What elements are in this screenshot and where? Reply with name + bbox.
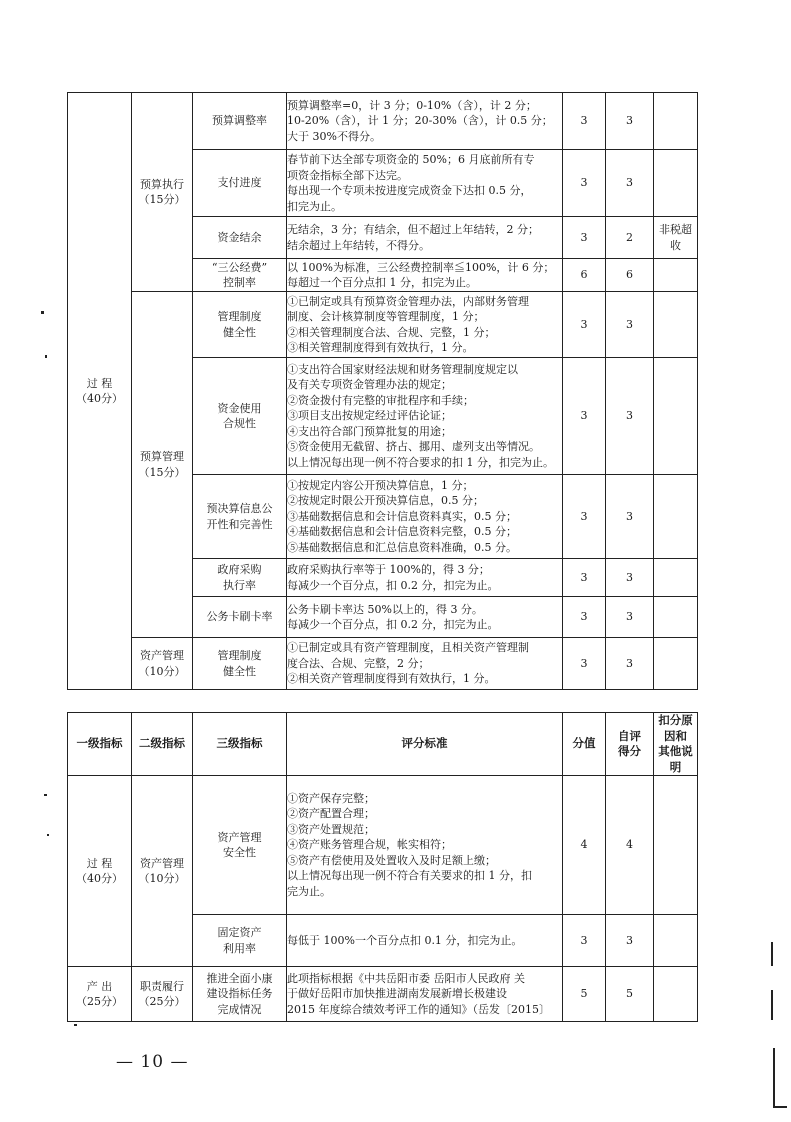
criteria-line: ②相关资产管理制度得到有效执行，1 分。 [287, 672, 496, 686]
level1-output-cell [68, 967, 132, 1022]
level3-line: 利用率 [223, 941, 256, 955]
score-cell: 3 [563, 217, 606, 259]
criteria-line: 每出现一个专项未按进度完成资金下达扣 0.5 分， [287, 184, 532, 197]
criteria-cell [287, 638, 563, 690]
level3-line: 安全性 [223, 846, 256, 859]
page-number: — 10 — [116, 1052, 189, 1072]
criteria-cell [287, 150, 563, 217]
self-score-cell: 2 [606, 217, 654, 259]
scan-mark [45, 355, 47, 358]
criteria-line: 每超过一个百分点扣 1 分，扣完为止。 [287, 276, 477, 289]
note-cell [654, 915, 698, 967]
level3-line: 管理制度 [217, 649, 262, 662]
criteria-line: ①已制定或具有资产管理制度，且相关资产管理制 [287, 641, 529, 655]
criteria-cell [287, 559, 563, 597]
score-cell: 3 [563, 475, 606, 559]
criteria-line: ③相关管理制度得到有效执行，1 分。 [287, 341, 474, 354]
level3-cell [193, 292, 287, 358]
note-cell [654, 93, 698, 150]
level3-cell [193, 776, 287, 915]
self-score-cell: 3 [606, 638, 654, 690]
header-level2: 二级指标 [132, 713, 193, 776]
note-cell [654, 358, 698, 475]
self-score-cell: 3 [606, 475, 654, 559]
level3-cell [193, 150, 287, 217]
level3-line: 支付进度 [217, 176, 262, 190]
criteria-line: 度合法、合规、完整，2 分； [287, 656, 430, 670]
score-cell: 4 [563, 776, 606, 915]
level3-line: 预算调整率 [212, 114, 267, 128]
note-cell [654, 475, 698, 559]
level3-cell [193, 358, 287, 475]
criteria-line: 每低于 100%一个百分点扣 0.1 分，扣完为止。 [287, 933, 523, 947]
criteria-line: 结余超过上年结转，不得分。 [287, 238, 430, 252]
score-cell: 3 [563, 93, 606, 150]
criteria-line: 10-20%（含），计 1 分；20-30%（含），计 0.5 分； [287, 114, 553, 128]
header-note-line: 其他说明 [658, 744, 693, 774]
criteria-line: 以 100%为标准，三公经费控制率≦100%，计 6 分； [287, 260, 555, 274]
header-level1: 一级指标 [68, 713, 132, 776]
note-cell [654, 150, 698, 217]
level1-name: 过 程 [86, 376, 113, 390]
level2-score: （25分） [138, 995, 186, 1008]
level1-name: 过 程 [86, 856, 113, 870]
level3-line: 开性和完善性 [206, 517, 273, 531]
criteria-line: ⑤资金使用无截留、挤占、挪用、虚列支出等情况。 [287, 440, 540, 454]
criteria-line: 及有关专项资金管理办法的规定； [287, 378, 452, 392]
self-score-cell: 3 [606, 559, 654, 597]
level2-score: （15分） [138, 465, 186, 479]
criteria-line: 政府采购执行率等于 100%的，得 3 分； [287, 563, 490, 576]
level3-line: 资金使用 [217, 401, 262, 415]
criteria-cell [287, 93, 563, 150]
score-cell: 3 [563, 150, 606, 217]
level3-cell [193, 93, 287, 150]
criteria-line: ③项目支出按规定经过评估论证； [287, 409, 452, 423]
level3-cell [193, 259, 287, 292]
self-score-cell: 3 [606, 597, 654, 638]
criteria-cell [287, 259, 563, 292]
criteria-line: ⑤基础数据信息和汇总信息资料准确，0.5 分。 [287, 540, 517, 554]
criteria-cell [287, 292, 563, 358]
level2-asset-management [132, 776, 193, 967]
level3-line: 政府采购 [217, 563, 262, 576]
score-cell: 3 [563, 559, 606, 597]
level2-name: 资产管理 [140, 649, 184, 662]
header-criteria: 评分标准 [287, 713, 563, 776]
criteria-line: 于做好岳阳市加快推进湖南发展新增长极建设 [287, 987, 507, 1001]
criteria-line: ③基础数据信息和会计信息资料真实，0.5 分； [287, 509, 517, 523]
scan-mark [47, 834, 49, 836]
score-cell: 3 [563, 292, 606, 358]
level1-score: （25分） [76, 995, 123, 1008]
criteria-line: 制度、会计核算制度等管理制度，1 分； [287, 310, 485, 323]
score-cell: 3 [563, 638, 606, 690]
level3-cell [193, 217, 287, 259]
criteria-cell [287, 475, 563, 559]
level2-score: （10分） [138, 872, 186, 885]
criteria-line: ①按规定内容公开预决算信息，1 分； [287, 478, 474, 492]
evaluation-table-part2 [67, 712, 698, 1022]
level3-line: 合规性 [223, 417, 256, 430]
criteria-line: 以上情况每出现一例不符合要求的扣 1 分，扣完为止。 [287, 455, 554, 469]
criteria-line: 此项指标根据《中共岳阳市委 岳阳市人民政府 关 [287, 971, 525, 985]
scan-mark [74, 1024, 77, 1026]
scan-mark [771, 942, 773, 966]
header-self-line: 自评 [618, 728, 641, 743]
level2-name: 预算执行 [140, 177, 184, 191]
level2-name: 资产管理 [140, 856, 184, 870]
level2-asset-management [132, 638, 193, 690]
level2-name: 预算管理 [140, 450, 184, 463]
note-cell [654, 597, 698, 638]
level3-line: 控制率 [223, 276, 256, 289]
self-score-cell: 4 [606, 776, 654, 915]
scan-mark [773, 1048, 775, 1108]
level3-line: 固定资产 [217, 926, 262, 939]
scan-mark [773, 1106, 787, 1108]
level3-line: 公务卡刷卡率 [206, 610, 273, 624]
criteria-line: 无结余，3 分；有结余，但不超过上年结转，2 分； [287, 223, 539, 236]
level3-line: 建设指标任务 [206, 987, 273, 1001]
header-level3: 三级指标 [193, 713, 287, 776]
criteria-line: ①已制定或具有预算资金管理办法，内部财务管理 [287, 294, 529, 308]
criteria-line: ②资金拨付有完整的审批程序和手续； [287, 393, 474, 407]
level3-cell [193, 638, 287, 690]
level2-budget-management [132, 292, 193, 638]
criteria-line: 扣完为止。 [287, 199, 342, 213]
self-score-cell: 3 [606, 150, 654, 217]
self-score-cell: 3 [606, 358, 654, 475]
level2-name: 职责履行 [140, 979, 184, 993]
level3-line: 预决算信息公 [206, 502, 273, 515]
self-score-cell: 3 [606, 292, 654, 358]
criteria-line: 预算调整率=0，计 3 分；0-10%（含），计 2 分； [287, 98, 537, 112]
level3-line: 管理制度 [217, 310, 262, 323]
note-cell: 非税超收 [654, 217, 698, 259]
self-score-cell: 3 [606, 915, 654, 967]
note-cell [654, 638, 698, 690]
note-cell [654, 776, 698, 915]
criteria-line: ③资产处置规范； [287, 822, 375, 836]
level1-score: （40分） [76, 392, 123, 405]
criteria-line: 每减少一个百分点，扣 0.2 分，扣完为止。 [287, 578, 499, 592]
header-note-line: 扣分原因和 [658, 713, 693, 743]
self-score-cell: 6 [606, 259, 654, 292]
note-cell [654, 559, 698, 597]
criteria-cell [287, 776, 563, 915]
note-cell [654, 259, 698, 292]
header-score: 分值 [563, 713, 606, 776]
criteria-cell [287, 967, 563, 1022]
level2-score: （15分） [138, 193, 186, 206]
score-cell: 6 [563, 259, 606, 292]
score-cell: 3 [563, 358, 606, 475]
score-cell: 5 [563, 967, 606, 1022]
criteria-line: 公务卡刷卡率达 50%以上的，得 3 分。 [287, 602, 483, 616]
criteria-cell [287, 915, 563, 967]
level3-cell [193, 967, 287, 1022]
note-cell [654, 967, 698, 1022]
level3-cell [193, 559, 287, 597]
criteria-line: ⑤资产有偿使用及处置收入及时足额上缴； [287, 853, 496, 867]
criteria-line: 每减少一个百分点，扣 0.2 分，扣完为止。 [287, 618, 499, 631]
level3-line: 健全性 [223, 664, 256, 678]
criteria-line: ①资产保存完整； [287, 791, 375, 805]
level1-process-cell [68, 93, 132, 690]
criteria-line: 完为止。 [287, 884, 331, 898]
level3-line: “三公经费” [211, 260, 268, 274]
criteria-line: ④资产账务管理合规，帐实相符； [287, 838, 452, 852]
level3-line: 执行率 [223, 578, 256, 592]
scan-mark [44, 794, 47, 796]
level3-cell [193, 475, 287, 559]
level2-duty-fulfilment [132, 967, 193, 1022]
level3-line: 资金结余 [217, 230, 262, 244]
level3-line: 推进全面小康 [206, 971, 273, 985]
criteria-line: 2015 年度综合绩效考评工作的通知》（岳发〔2015〕 [287, 1002, 550, 1016]
level2-budget-execution [132, 93, 193, 292]
criteria-line: ④支出符合部门预算批复的用途； [287, 424, 452, 438]
level1-score: （40分） [76, 872, 123, 885]
criteria-line: 春节前下达全部专项资金的 50%；6 月底前所有专 [287, 153, 535, 166]
header-note [654, 713, 698, 776]
level3-line: 资产管理 [217, 830, 262, 844]
evaluation-table-part1 [67, 92, 698, 690]
criteria-line: ②相关管理制度合法、合规、完整，1 分； [287, 325, 496, 339]
criteria-line: ④基础数据信息和会计信息资料完整，0.5 分； [287, 525, 517, 539]
self-score-cell: 3 [606, 93, 654, 150]
level1-process-cell [68, 776, 132, 967]
criteria-line: 项资金指标全部下达完。 [287, 168, 408, 182]
criteria-cell [287, 358, 563, 475]
level2-score: （10分） [138, 664, 186, 678]
header-self-line: 得分 [618, 744, 641, 758]
criteria-line: 以上情况每出现一例不符合有关要求的扣 1 分，扣 [287, 869, 532, 883]
criteria-line: ①支出符合国家财经法规和财务管理制度规定以 [287, 362, 518, 376]
score-cell: 3 [563, 597, 606, 638]
score-cell: 3 [563, 915, 606, 967]
self-score-cell: 5 [606, 967, 654, 1022]
note-cell [654, 292, 698, 358]
criteria-line: 大于 30%不得分。 [287, 129, 381, 143]
criteria-line: ②资产配置合理； [287, 807, 375, 821]
level3-cell [193, 597, 287, 638]
header-self-score [606, 713, 654, 776]
scan-mark [41, 311, 44, 314]
criteria-cell [287, 597, 563, 638]
level3-line: 健全性 [223, 325, 256, 339]
level3-cell [193, 915, 287, 967]
level3-line: 完成情况 [217, 1002, 262, 1016]
criteria-line: ②按规定时限公开预决算信息，0.5 分； [287, 494, 484, 508]
level1-name: 产 出 [86, 979, 113, 993]
scan-mark [771, 990, 773, 1020]
criteria-cell [287, 217, 563, 259]
